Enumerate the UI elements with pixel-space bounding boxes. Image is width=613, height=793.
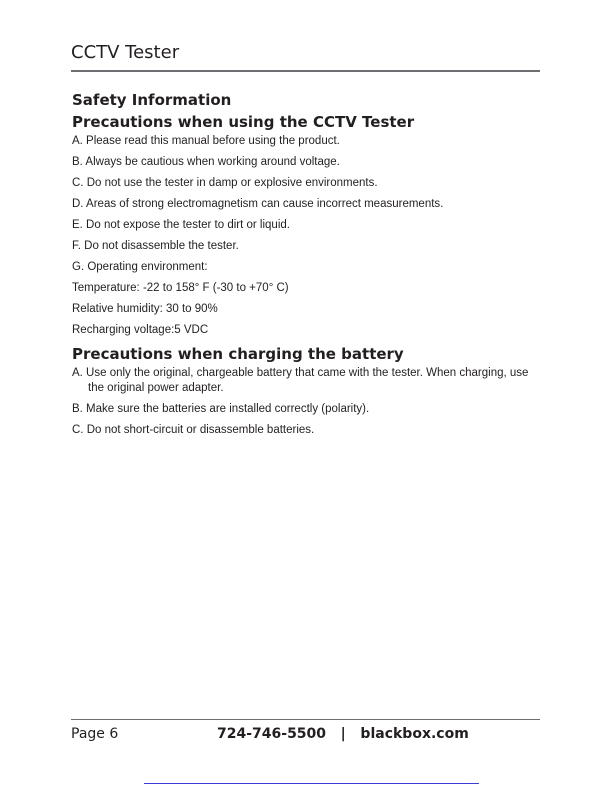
using-precautions-list: [72, 134, 540, 338]
page-number: Page 6: [71, 726, 119, 742]
hyperlink-underline: [144, 783, 479, 784]
document-title: CCTV Tester: [71, 42, 180, 63]
phone-number: 724-746-5500: [217, 726, 327, 742]
list-item: Recharging voltage:5 VDC: [72, 324, 209, 336]
footer-contact: [217, 726, 469, 742]
charging-precautions-heading: Precautions when charging the battery: [72, 345, 404, 363]
charging-precautions-list: [72, 366, 540, 438]
list-item: F. Do not disassemble the tester.: [72, 240, 239, 252]
page-content: [72, 90, 540, 444]
list-item: A. Use only the original, chargeable battery that came with the tester. When charging, use the original power adapter.: [72, 367, 529, 394]
list-item: D. Areas of strong electromagnetism can cause incorrect measurements.: [72, 198, 444, 210]
list-item: E. Do not expose the tester to dirt or liquid.: [72, 219, 290, 231]
footer-separator: |: [340, 726, 346, 742]
header-divider: [71, 70, 540, 72]
list-item: C. Do not short-circuit or disassemble batteries.: [72, 424, 315, 436]
list-item: B. Make sure the batteries are installed correctly (polarity).: [72, 403, 370, 415]
list-item: Temperature: -22 to 158° F (-30 to +70° C): [72, 282, 289, 294]
list-item: C. Do not use the tester in damp or explosive environments.: [72, 177, 378, 189]
safety-information-heading: Safety Information: [72, 91, 232, 109]
website-link[interactable]: blackbox.com: [360, 726, 469, 742]
footer-divider: [71, 719, 540, 720]
list-item: Relative humidity: 30 to 90%: [72, 303, 218, 315]
list-item: B. Always be cautious when working around voltage.: [72, 156, 340, 168]
list-item: G. Operating environment:: [72, 261, 208, 273]
using-precautions-heading: Precautions when using the CCTV Tester: [72, 113, 415, 131]
list-item: A. Please read this manual before using the product.: [72, 135, 340, 147]
